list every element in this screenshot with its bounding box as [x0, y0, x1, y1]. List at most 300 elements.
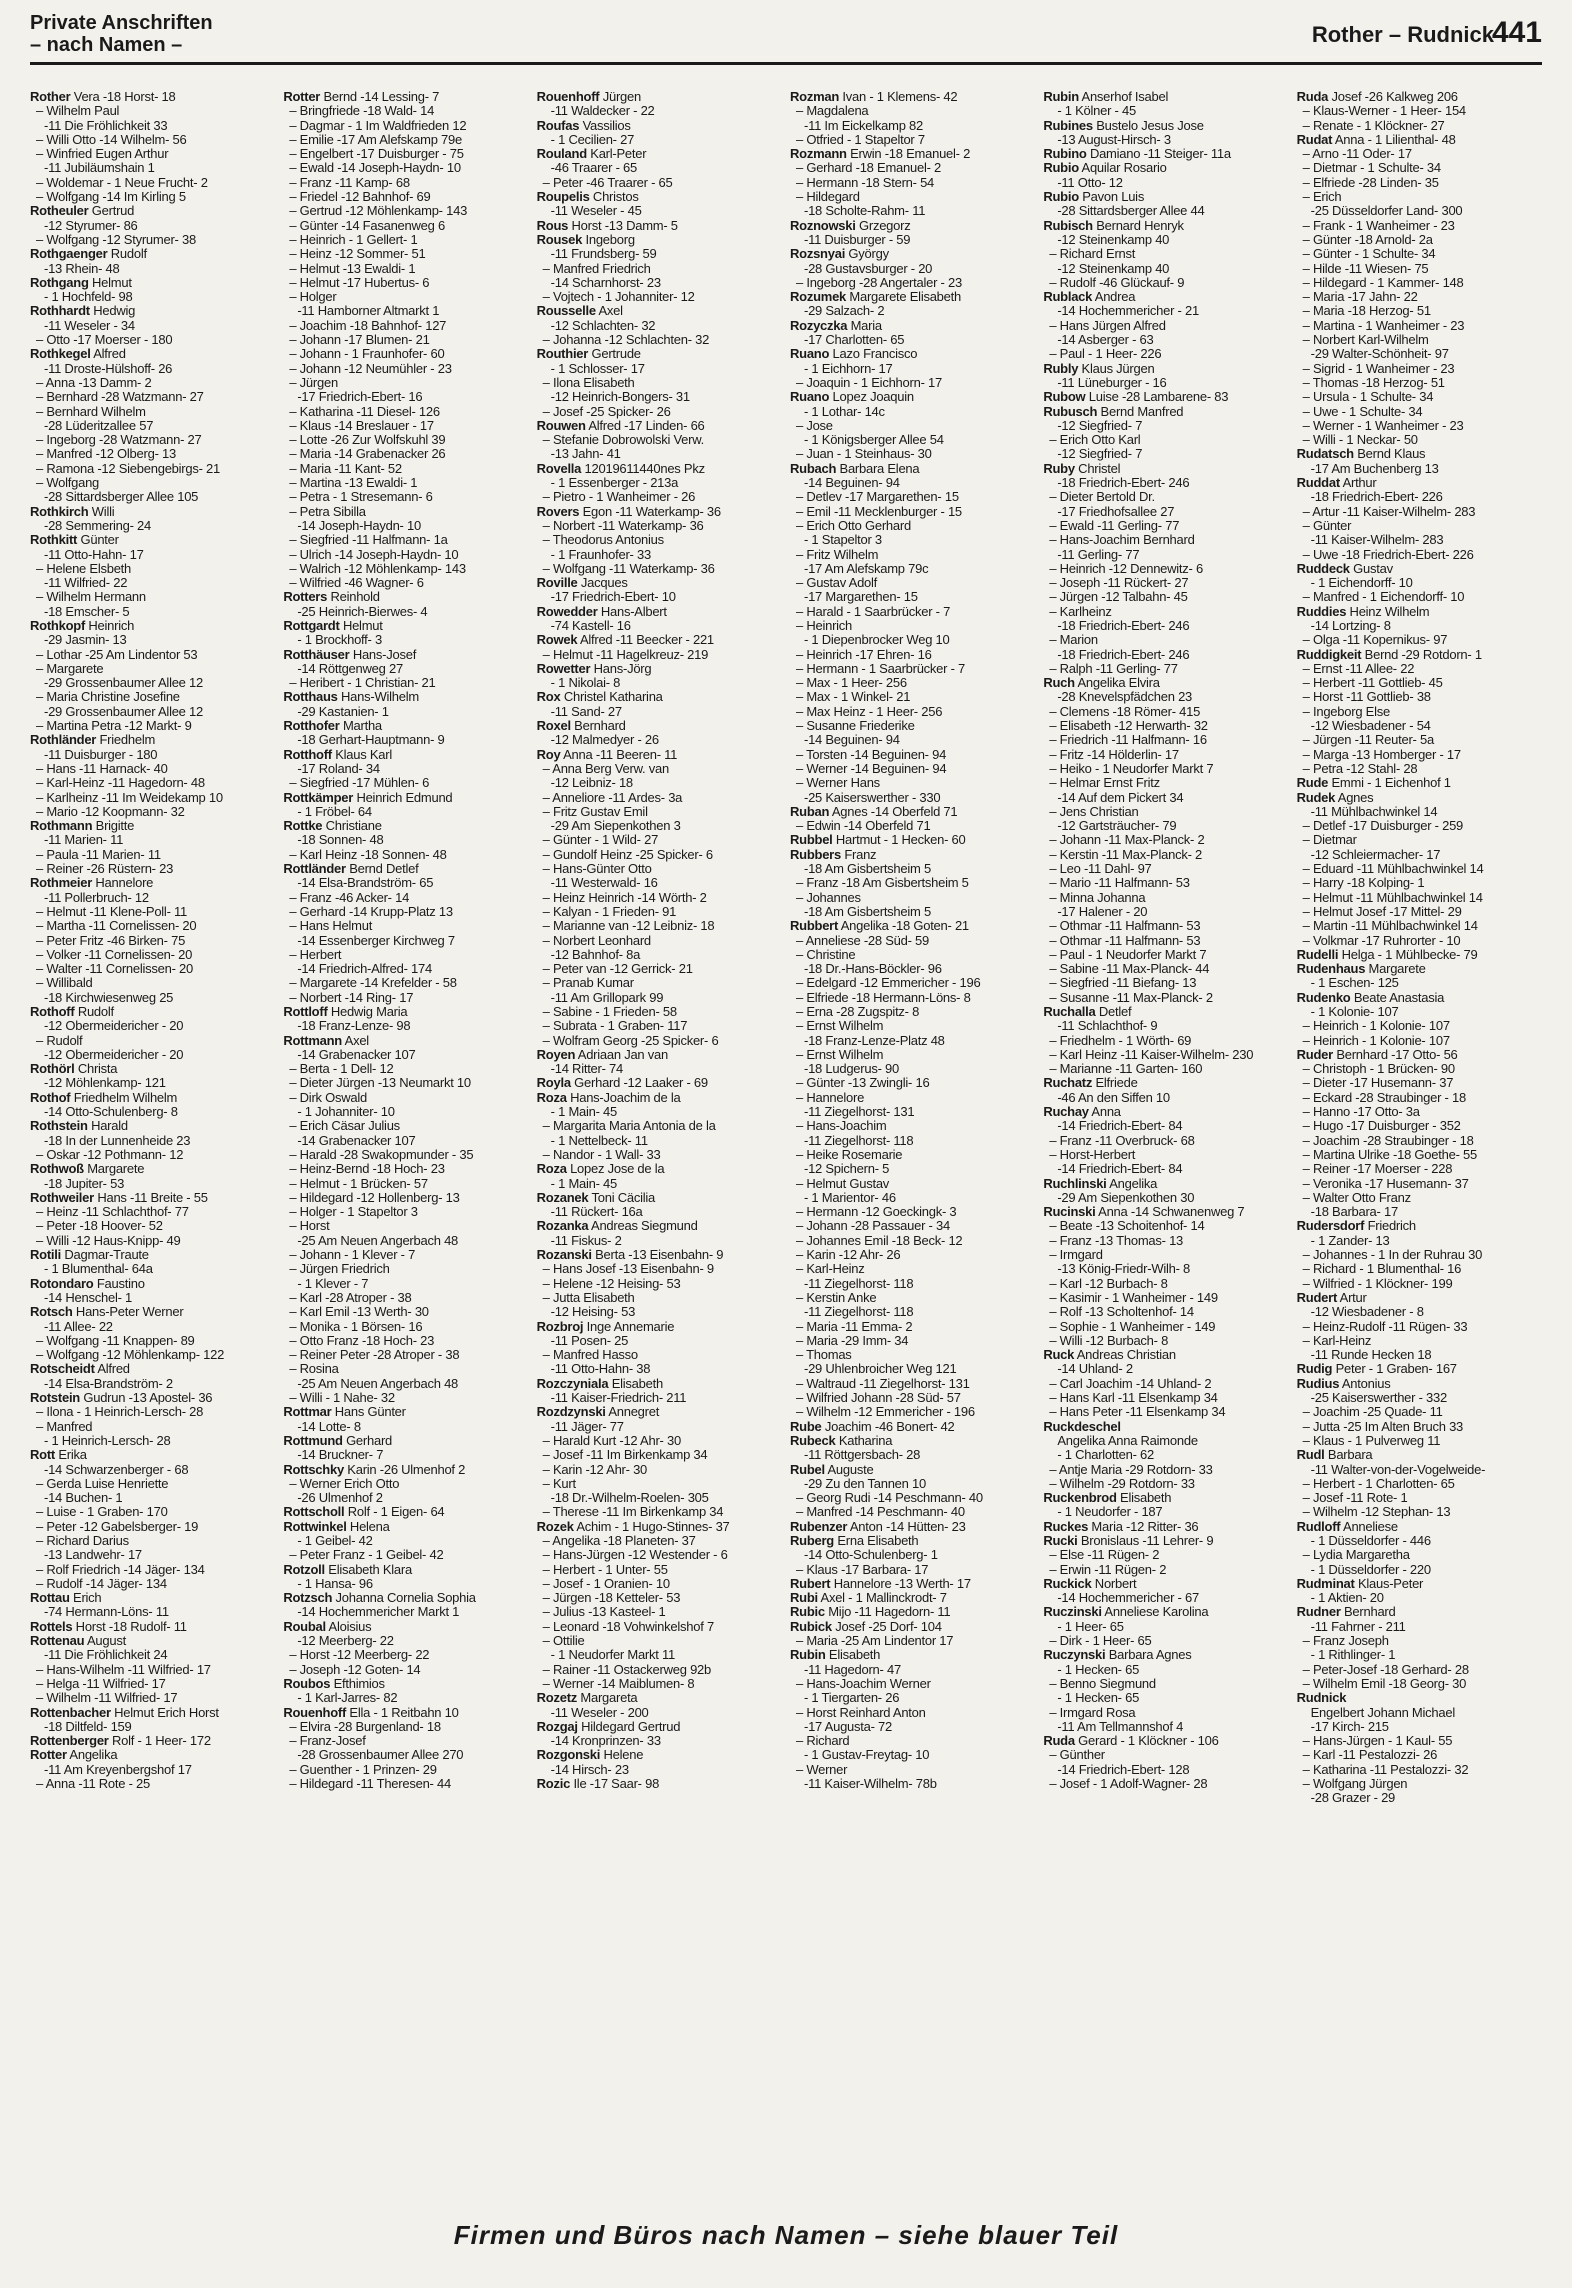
directory-entry: Rother Vera -18 Horst- 18 [30, 90, 176, 104]
directory-entry: Rubbert Angelika -18 Goten- 21 [789, 919, 969, 934]
directory-entry: Routhier Gertrude [536, 347, 641, 362]
directory-entry: -28 Knevelspfädchen 23 [1057, 690, 1193, 705]
directory-entry: – Karl Heinz -18 Sonnen- 48 [289, 847, 447, 862]
directory-entry: -28 Sittardsberger Allee 105 [44, 490, 199, 505]
directory-entry: – Helene -12 Heising- 53 [542, 1276, 681, 1291]
directory-entry: – Frank - 1 Wanheimer - 23 [1302, 218, 1455, 233]
directory-entry: – Wilhelm Emil -18 Georg- 30 [1302, 1676, 1467, 1691]
directory-entry: -11 Die Fröhlichkeit 24 [44, 1648, 168, 1663]
directory-entry: -12 Wiesbadener - 8 [1310, 1305, 1424, 1320]
directory-entry: Rudius Antonius [1296, 1376, 1391, 1391]
directory-entry: – Hermann -18 Stern- 54 [795, 175, 935, 190]
directory-entry: – Heinz -12 Sommer- 51 [289, 247, 426, 262]
directory-entry: – Norbert -14 Ring- 17 [289, 990, 414, 1005]
directory-entry: – Josef -11 Im Birkenkamp 34 [542, 1448, 708, 1463]
directory-entry: – Pietro - 1 Wanheimer - 26 [542, 490, 696, 505]
directory-entry: - 1 Diepenbrocker Weg 10 [803, 633, 950, 648]
directory-entry: Ruczynski Barbara Agnes [1043, 1648, 1192, 1663]
directory-entry: – Wilhelm Hermann [36, 590, 146, 605]
directory-entry: – Dirk Oswald [289, 1090, 367, 1105]
directory-entry: – Maria -18 Herzog- 51 [1302, 304, 1431, 319]
directory-entry: – Heinrich - 1 Gellert- 1 [289, 232, 418, 247]
directory-entry: Rotheuler Gertrud [30, 204, 135, 219]
directory-entry: - 1 Neudorfer Markt 11 [550, 1648, 675, 1663]
directory-entry: – Marianne van -12 Leibniz- 18 [542, 919, 715, 934]
directory-entry: – Ewald -11 Gerling- 77 [1049, 518, 1180, 533]
directory-entry: -17 Augusta- 72 [803, 1719, 893, 1734]
directory-entry: Ruch Angelika Elvira [1043, 676, 1160, 691]
directory-entry: - 1 Gustav-Freytag- 10 [803, 1748, 930, 1763]
directory-entry: -13 Jahn- 41 [550, 447, 621, 462]
directory-entry: -26 Ulmenhof 2 [297, 1491, 383, 1506]
directory-entry: – Rosina [289, 1362, 339, 1377]
directory-entry: – Oskar -12 Pothmann- 12 [36, 1147, 184, 1162]
directory-entry: – Rolf -13 Scholtenhof- 14 [1049, 1305, 1194, 1320]
directory-entry: Rothof Friedhelm Wilhelm [30, 1090, 178, 1105]
directory-entry: -18 Ludgerus- 90 [803, 1062, 899, 1077]
directory-entry: – Hans Helmut [289, 919, 373, 934]
directory-entry: – Heinz -11 Schlachthof- 77 [36, 1205, 189, 1220]
directory-entry: – Minna Johanna [1049, 890, 1146, 905]
directory-entry: – Josef -25 Spicker- 26 [542, 404, 671, 419]
directory-entry: – Waltraud -11 Ziegelhorst- 131 [795, 1376, 970, 1391]
directory-entry: -14 Hochemmericher - 21 [1057, 304, 1199, 319]
directory-entry: Rouland Karl-Peter [536, 147, 647, 162]
directory-entry: – Wolfgang -14 Im Kirling 5 [36, 190, 186, 205]
directory-entry: – Karl-Heinz [1302, 1333, 1372, 1348]
directory-entry: – Georg Rudi -14 Peschmann- 40 [795, 1491, 983, 1506]
directory-entry: Rouwen Alfred -17 Linden- 66 [536, 418, 705, 433]
directory-entry: – Julius -13 Kasteel- 1 [542, 1605, 666, 1620]
directory-entry: – Elisabeth -12 Herwarth- 32 [1049, 719, 1208, 734]
directory-entry: – Kurt [542, 1476, 576, 1491]
directory-entry: Ruckes Maria -12 Ritter- 36 [1043, 1519, 1199, 1534]
directory-entry: -11 Die Fröhlichkeit 33 [44, 118, 168, 133]
directory-entry: -46 Traarer - 65 [550, 161, 637, 176]
directory-entry: – Heinrich -17 Ehren- 16 [795, 647, 932, 662]
directory-entry: – Josef - 1 Adolf-Wagner- 28 [1049, 1777, 1208, 1792]
directory-entry: – Magdalena [795, 104, 869, 119]
directory-entry: - 1 Main- 45 [550, 1105, 618, 1120]
directory-entry: - 1 Hochfeld- 98 [44, 290, 133, 305]
directory-entry: -46 An den Siffen 10 [1057, 1090, 1170, 1105]
directory-entry: – Torsten -14 Beguinen- 94 [795, 747, 947, 762]
directory-entry: Rottloff Hedwig Maria [283, 1005, 408, 1019]
directory-entry: – Monika - 1 Börsen- 16 [289, 1319, 423, 1334]
directory-entry: Roupelis Christos [536, 190, 639, 205]
directory-entry: – Berta - 1 Dell- 12 [289, 1062, 394, 1077]
directory-entry: - 1 Tiergarten- 26 [803, 1691, 900, 1706]
directory-entry: -12 Schlachten- 32 [550, 318, 656, 333]
page-header [30, 8, 1542, 65]
directory-entry: Rotters Reinhold [283, 590, 380, 605]
directory-entry: – Günter [1302, 518, 1352, 533]
directory-entry: -14 Elsa-Brandström- 2 [44, 1376, 173, 1391]
directory-entry: – Anneliese -28 Süd- 59 [795, 933, 930, 948]
directory-entry: Rottau Erich [30, 1591, 102, 1606]
directory-entry: Rubow Luise -28 Lambarene- 83 [1043, 390, 1229, 405]
directory-entry: Rothhardt Hedwig [30, 304, 136, 319]
directory-entry: - 1 Klever - 7 [297, 1276, 369, 1291]
directory-entry: – Franz Joseph [1302, 1634, 1389, 1649]
directory-entry: Roy Anna -11 Beeren- 11 [536, 747, 678, 762]
directory-entry: – Johann -17 Blumen- 21 [289, 333, 430, 348]
footer-note: Firmen und Büros nach Namen – siehe blauer Teil [453, 2220, 1119, 2250]
directory-entry: -14 Elsa-Brandström- 65 [297, 876, 434, 891]
directory-entry: Rotthoff Klaus Karl [283, 747, 392, 762]
directory-entry: -11 Otto- 12 [1057, 175, 1123, 190]
directory-entry: -11 Ziegelhorst- 131 [803, 1105, 915, 1120]
directory-entry: -25 Heinrich-Bierwes- 4 [297, 604, 428, 619]
directory-entry: -18 Diltfeld- 159 [44, 1719, 132, 1734]
directory-entry: – Josef -11 Rote- 1 [1302, 1491, 1408, 1506]
directory-entry: -28 Lüderitzallee 57 [44, 418, 154, 433]
directory-entry: – Therese -11 Im Birkenkamp 34 [542, 1505, 724, 1520]
directory-entry: – Joseph -12 Goten- 14 [289, 1662, 421, 1677]
directory-entry: - 1 Geibel- 42 [297, 1533, 373, 1548]
directory-entry: Rudminat Klaus-Peter [1296, 1576, 1424, 1591]
directory-entry: – Jürgen [289, 375, 338, 390]
directory-entry: -11 Posen- 25 [550, 1333, 629, 1348]
directory-entry: – Günter -13 Zwingli- 16 [795, 1076, 930, 1091]
directory-entry: -14 Buchen- 1 [44, 1491, 123, 1506]
directory-entry: - 1 Johanniter- 10 [297, 1105, 395, 1120]
directory-entry: – Stefanie Dobrowolski Verw. [542, 433, 705, 448]
directory-entry: -12 Heising- 53 [550, 1305, 636, 1320]
directory-entry: – Heiko - 1 Neudorfer Markt 7 [1049, 761, 1214, 776]
directory-entry: – Norbert Karl-Wilhelm [1302, 333, 1429, 348]
directory-entry: Rubbel Hartmut - 1 Hecken- 60 [789, 833, 966, 848]
directory-entry: -14 Schwarzenberger - 68 [44, 1462, 189, 1477]
directory-entry: Rovers Egon -11 Waterkamp- 36 [536, 504, 721, 519]
directory-entry: – Arno -11 Oder- 17 [1302, 147, 1412, 162]
directory-entry: – Heinrich -12 Dennewitz- 6 [1049, 561, 1203, 576]
directory-entry: Rovella 12019611440nes Pkz [536, 461, 705, 476]
directory-entry: – Fritz Wilhelm [795, 547, 879, 562]
directory-entry: – Helmut - 1 Brücken- 57 [289, 1176, 428, 1191]
directory-entry: - 1 Karl-Jarres- 82 [297, 1691, 398, 1706]
directory-entry: – Marianne -11 Garten- 160 [1049, 1062, 1203, 1077]
directory-entry: -25 Am Neuen Angerbach 48 [297, 1376, 459, 1391]
directory-entry: – Anneliore -11 Ardes- 3a [542, 790, 683, 805]
directory-entry: -18 Friedrich-Ebert- 246 [1057, 476, 1190, 491]
directory-entry: -11 Otto-Hahn- 38 [550, 1362, 651, 1377]
directory-entry: Rubeck Katharina [789, 1433, 893, 1448]
directory-entry: – Reiner -26 Rüstern- 23 [36, 862, 174, 877]
directory-entry: -12 Steinenkamp 40 [1057, 232, 1170, 247]
directory-entry: – Josef - 1 Oranien- 10 [542, 1576, 670, 1591]
directory-entry: – Erich [1302, 190, 1342, 205]
directory-entry: – Elvira -28 Burgenland- 18 [289, 1719, 441, 1734]
directory-entry: – Wolfgang -11 Knappen- 89 [36, 1333, 195, 1348]
directory-entry: – Dieter Bertold Dr. [1049, 490, 1155, 505]
directory-entry: – Klaus - 1 Pulverweg 11 [1302, 1433, 1441, 1448]
directory-entry: -29 Grossenbaumer Allee 12 [44, 676, 203, 691]
directory-entry: Rozek Achim - 1 Hugo-Stinnes- 37 [536, 1519, 730, 1534]
directory-entry: – Helmut Gustav [795, 1176, 890, 1191]
directory-entry: – Hans Josef -13 Eisenbahn- 9 [542, 1262, 714, 1277]
directory-entry: – Werner [795, 1762, 848, 1777]
directory-entry: – Hans-Jürgen - 1 Kaul- 55 [1302, 1734, 1453, 1749]
directory-entry: -14 Otto-Schulenberg- 8 [44, 1105, 178, 1120]
name-range: Rother – Rudnick [1311, 22, 1494, 47]
directory-entry: – Bernhard -28 Watzmann- 27 [36, 390, 204, 405]
directory-entry: - 1 Cecilien- 27 [550, 132, 635, 147]
directory-entry: – Harald Kurt -12 Ahr- 30 [542, 1433, 681, 1448]
directory-entry: -11 Weseler - 34 [44, 318, 135, 333]
directory-entry: – Mario -11 Halfmann- 53 [1049, 876, 1190, 891]
directory-entry: Royen Adriaan Jan van [536, 1047, 668, 1062]
directory-entry: – Horst Reinhard Anton [795, 1705, 926, 1720]
directory-entry: -11 Kaiser-Wilhelm- 283 [1310, 533, 1444, 548]
directory-entry: – Joachim -25 Quade- 11 [1302, 1405, 1443, 1420]
directory-entry: – Thomas [795, 1348, 852, 1363]
directory-entry: – Dirk - 1 Heer- 65 [1049, 1634, 1152, 1649]
directory-entry: – Max - 1 Winkel- 21 [795, 690, 911, 705]
directory-entry: – Thomas -18 Herzog- 51 [1302, 375, 1445, 390]
directory-entry: -18 Jupiter- 53 [44, 1176, 125, 1191]
directory-entry: Rubick Josef -25 Dorf- 104 [789, 1619, 942, 1634]
directory-entry: – Karl -12 Burbach- 8 [1049, 1276, 1168, 1291]
directory-entry: Roznowski Grzegorz [789, 218, 911, 233]
directory-entry: -12 Obermeidericher - 20 [44, 1019, 184, 1034]
directory-entry: – Christoph - 1 Brücken- 90 [1302, 1062, 1455, 1077]
directory-entry: -18 Dr.-Hans-Böckler- 96 [803, 962, 942, 977]
directory-entry: – Herbert [289, 947, 342, 962]
directory-entry: -25 Kaiserswerther - 330 [803, 790, 941, 805]
directory-entry: -14 Beguinen- 94 [803, 733, 900, 748]
directory-entry: – Martha -11 Cornelissen- 20 [36, 919, 197, 934]
directory-entry: -25 Am Neuen Angerbach 48 [297, 1233, 459, 1248]
directory-entry: Rudat Anna - 1 Lilienthal- 48 [1296, 132, 1456, 147]
directory-entry: – Marion [1049, 633, 1098, 648]
directory-entry: -12 Möhlenkamp- 121 [44, 1076, 166, 1091]
directory-entry: – Karl -11 Pestalozzi- 26 [1302, 1748, 1438, 1763]
directory-entry: – Juan - 1 Steinhaus- 30 [795, 447, 932, 462]
directory-entry: – Guenther - 1 Prinzen- 29 [289, 1762, 437, 1777]
directory-entry: - 1 Hansa- 96 [297, 1576, 373, 1591]
directory-entry: – Maria -17 Jahn- 22 [1302, 290, 1418, 305]
directory-entry: Rottgardt Helmut [283, 618, 383, 633]
directory-entry: – Holger [289, 290, 337, 305]
directory-entry: – Wolfgang -11 Waterkamp- 36 [542, 561, 715, 576]
directory-entry: – Wolfgang [36, 476, 100, 491]
directory-entry: – Willi - 1 Neckar- 50 [1302, 433, 1418, 448]
directory-entry: – Antje Maria -29 Rotdorn- 33 [1049, 1462, 1213, 1477]
page-number: 441 [1491, 16, 1542, 49]
directory-entry: Rousek Ingeborg [536, 232, 635, 247]
directory-entry: – Hannelore [795, 1090, 865, 1105]
directory-entry: – Ernst -11 Allee- 22 [1302, 661, 1415, 676]
directory-entry: Rudersdorf Friedrich [1296, 1219, 1416, 1234]
directory-entry: Rudnick [1296, 1691, 1347, 1706]
directory-entry: -11 Pollerbruch- 12 [44, 890, 149, 905]
directory-column-1 [30, 90, 275, 2190]
directory-entry: -17 Kirch- 215 [1310, 1719, 1389, 1734]
directory-entry: – Susanne Friederike [795, 719, 915, 734]
directory-entry: -14 Röttgenweg 27 [297, 661, 403, 676]
directory-entry: - 1 Brockhoff- 3 [297, 633, 382, 648]
directory-entry: – Martina - 1 Wanheimer - 23 [1302, 318, 1465, 333]
directory-entry: – Johannes [795, 890, 861, 905]
directory-entry: – Joachim -28 Straubinger - 18 [1302, 1133, 1474, 1148]
directory-entry: – Wilfried Johann -28 Süd- 57 [795, 1391, 961, 1406]
directory-entry: – Johann -11 Max-Planck- 2 [1049, 833, 1205, 848]
directory-entry: Royla Gerhard -12 Laaker - 69 [536, 1076, 708, 1091]
directory-entry: – Otto -17 Moerser - 180 [36, 333, 173, 348]
directory-entry: -11 Am Grillopark 99 [550, 990, 664, 1005]
directory-entry: – Rudolf -14 Jäger- 134 [36, 1576, 167, 1591]
directory-entry: Rotter Bernd -14 Lessing- 7 [283, 90, 440, 104]
directory-entry: Rozgonski Helene [536, 1748, 644, 1763]
directory-entry: Rothmann Brigitte [30, 819, 135, 834]
directory-entry: – Lothar -25 Am Lindentor 53 [36, 647, 198, 662]
directory-entry: – Wolfgang -12 Styrumer- 38 [36, 232, 196, 247]
directory-entry: – Rudolf [36, 1033, 83, 1048]
directory-entry: Rozumek Margarete Elisabeth [789, 290, 961, 305]
directory-entry: Rubly Klaus Jürgen [1043, 361, 1155, 376]
directory-entry: – Friedel -12 Bahnhof- 69 [289, 190, 431, 205]
directory-entry: – Maria -14 Grabenacker 26 [289, 447, 446, 462]
directory-entry: Ruda Gerard - 1 Klöckner - 106 [1043, 1734, 1219, 1749]
directory-entry: Rothwoß Margarete [30, 1162, 145, 1177]
directory-entry: – Heinz-Bernd -18 Hoch- 23 [289, 1162, 445, 1177]
directory-entry: – Margarete [36, 661, 104, 676]
directory-entry: - 1 Charlotten- 62 [1057, 1448, 1154, 1463]
directory-entry: – Klaus -17 Barbara- 17 [795, 1562, 929, 1577]
directory-entry: -12 Steinenkamp 40 [1057, 261, 1170, 276]
directory-entry: -18 Franz-Lenze- 98 [297, 1019, 411, 1034]
directory-entry: – Artur -11 Kaiser-Wilhelm- 283 [1302, 504, 1476, 519]
directory-entry: Ruckdeschel [1043, 1419, 1121, 1434]
directory-entry: -14 Ritter- 74 [550, 1062, 624, 1077]
directory-entry: -13 Rhein- 48 [44, 261, 120, 276]
directory-entry: -14 Otto-Schulenberg- 1 [803, 1548, 938, 1563]
directory-entry: -18 Kirchwiesenweg 25 [44, 990, 174, 1005]
directory-entry: – Hans Karl -11 Elsenkamp 34 [1049, 1391, 1218, 1406]
directory-entry: -11 Wilfried- 22 [44, 576, 128, 591]
directory-entry: -14 Scharnhorst- 23 [550, 275, 661, 290]
directory-entry: – Katharina -11 Pestalozzi- 32 [1302, 1762, 1469, 1777]
directory-entry: -11 Allee- 22 [44, 1319, 113, 1334]
directory-entry: – Leo -11 Dahl- 97 [1049, 862, 1152, 877]
directory-entry: – Carl Joachim -14 Uhland- 2 [1049, 1376, 1212, 1391]
directory-entry: – Edwin -14 Oberfeld 71 [795, 819, 931, 834]
directory-entry: – Hans-Joachim Bernhard [1049, 533, 1195, 548]
directory-entry: – Norbert Leonhard [542, 933, 651, 948]
directory-entry: – Heike Rosemarie [795, 1147, 903, 1162]
directory-entry: – Walter -11 Cornelissen- 20 [36, 962, 194, 977]
directory-entry: Ruban Agnes -14 Oberfeld 71 [789, 804, 958, 819]
directory-entry: Rozetz Margareta [536, 1691, 638, 1706]
directory-entry: -18 Barbara- 17 [1310, 1205, 1398, 1220]
directory-entry: -18 Scholte-Rahm- 11 [803, 204, 926, 219]
directory-column-2 [283, 90, 528, 2190]
directory-entry: – Horst -11 Gottlieb- 38 [1302, 690, 1431, 705]
directory-entry: – Bernhard Wilhelm [36, 404, 146, 419]
directory-entry: -14 Uhland- 2 [1057, 1362, 1133, 1377]
directory-entry: – Karl-Heinz [795, 1262, 865, 1277]
directory-entry: Rudig Peter - 1 Graben- 167 [1296, 1362, 1457, 1377]
directory-entry: - 1 Fröbel- 64 [297, 804, 372, 819]
directory-entry: -11 Gerling- 77 [1057, 547, 1140, 562]
directory-entry: Rozanski Berta -13 Eisenbahn- 9 [536, 1248, 724, 1263]
directory-entry: – Petra - 1 Stresemann- 6 [289, 490, 433, 505]
directory-entry: – Willibald [36, 976, 93, 991]
directory-entry: – Wolfgang -12 Möhlenkamp- 122 [36, 1348, 225, 1363]
directory-entry: – Hildegard [795, 190, 860, 205]
directory-entry: – Richard Ernst [1049, 247, 1136, 262]
directory-entry: Rubert Hannelore -13 Werth- 17 [789, 1576, 971, 1591]
directory-entry: – Hilde -11 Wiesen- 75 [1302, 261, 1429, 276]
directory-entry: – Ingeborg -28 Watzmann- 27 [36, 433, 202, 448]
directory-entry: -12 Bahnhof- 8a [550, 947, 641, 962]
directory-entry: – Manfred -12 Olberg- 13 [36, 447, 176, 462]
directory-entry: Ruckick Norbert [1043, 1576, 1137, 1591]
directory-entry: -11 Lüneburger - 16 [1057, 375, 1167, 390]
directory-entry: Rudenko Beate Anastasia [1296, 990, 1445, 1005]
directory-entry: – Manfred Hasso [542, 1348, 638, 1363]
directory-entry: Roubal Aloisius [283, 1619, 372, 1634]
directory-entry: – Hermann -12 Goeckingk- 3 [795, 1205, 957, 1220]
directory-entry: – Gustav Adolf [795, 576, 878, 591]
directory-entry: – Hans-Jürgen -12 Westender - 6 [542, 1548, 728, 1563]
directory-entry: - 1 Nettelbeck- 11 [550, 1133, 648, 1148]
directory-entry: – Christine [795, 947, 856, 962]
directory-entry: -18 Sonnen- 48 [297, 833, 384, 848]
directory-entry: Rubines Bustelo Jesus Jose [1043, 118, 1204, 133]
directory-entry: -11 Otto-Hahn- 17 [44, 547, 144, 562]
directory-entry: – Paul - 1 Neudorfer Markt 7 [1049, 947, 1207, 962]
directory-entry: – Irmgard Rosa [1049, 1705, 1136, 1720]
directory-entry: – Othmar -11 Halfmann- 53 [1049, 919, 1201, 934]
directory-entry: Rudenhaus Margarete [1296, 962, 1426, 977]
directory-entry: – Volker -11 Cornelissen- 20 [36, 947, 193, 962]
directory-entry: Rozbroj Inge Annemarie [536, 1319, 675, 1334]
directory-entry: Ruddies Heinz Wilhelm [1296, 604, 1430, 619]
directory-entry: Rotzsch Johanna Cornelia Sophia [283, 1591, 476, 1606]
directory-entry: – Horst-Herbert [1049, 1147, 1136, 1162]
directory-entry: – Günter -18 Arnold- 2a [1302, 232, 1433, 247]
directory-entry: -11 Ziegelhorst- 118 [803, 1305, 914, 1320]
directory-entry: - 1 Kölner - 45 [1057, 104, 1136, 119]
directory-entry: – Emilie -17 Am Alefskamp 79e [289, 132, 462, 147]
directory-entry: Rudl Barbara [1296, 1448, 1373, 1463]
directory-entry: – Harry -18 Kolping- 1 [1302, 876, 1425, 891]
directory-entry: Rothkopf Heinrich [30, 618, 135, 633]
directory-entry: – Pranab Kumar [542, 976, 634, 991]
directory-entry: - 1 Eichhorn- 17 [803, 361, 893, 376]
directory-entry: Rottwinkel Helena [283, 1519, 390, 1534]
directory-entry: Rottländer Bernd Detlef [283, 862, 419, 877]
directory-entry: Rothgaenger Rudolf [30, 247, 147, 262]
directory-entry: -18 Dr.-Wilhelm-Roelen- 305 [550, 1491, 709, 1506]
directory-entry: Rube Joachim -46 Bonert- 42 [789, 1419, 955, 1434]
directory-entry: -11 Marien- 11 [44, 833, 124, 848]
directory-entry: -12 Malmedyer - 26 [550, 733, 659, 748]
directory-entry: – Karin -12 Ahr- 30 [542, 1462, 648, 1477]
directory-entry: Rude Emmi - 1 Eichenhof 1 [1296, 776, 1451, 791]
directory-entry: – Bringfriede -18 Wald- 14 [289, 104, 435, 119]
directory-entry: Rothweiler Hans -11 Breite - 55 [30, 1190, 208, 1205]
directory-entry: Rottenau August [30, 1634, 126, 1649]
directory-entry: Ruder Bernhard -17 Otto- 56 [1296, 1047, 1458, 1062]
directory-entry: -11 Ziegelhorst- 118 [803, 1276, 914, 1291]
directory-entry: – Franz -46 Acker- 14 [289, 890, 410, 905]
directory-entry: – Dieter Jürgen -13 Neumarkt 10 [289, 1076, 471, 1091]
directory-entry: – Richard - 1 Blumenthal- 16 [1302, 1262, 1462, 1277]
directory-entry: -12 Schleiermacher- 17 [1310, 847, 1441, 862]
